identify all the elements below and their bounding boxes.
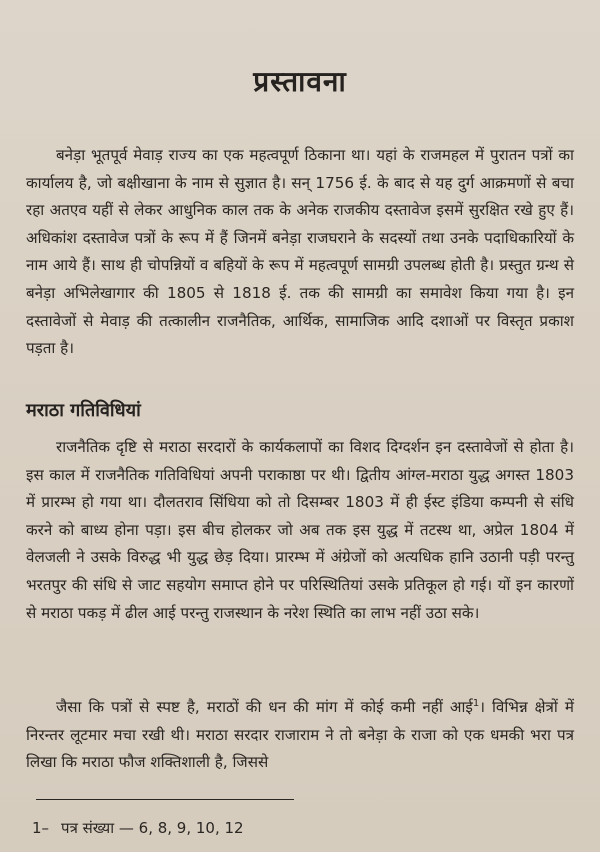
section-paragraph-1: राजनैतिक दृष्टि से मराठा सरदारों के कार्यकलापों का विशद दिग्दर्शन इन दस्तावेजों से होता है। इस काल में राजनैतिक गतिविधियां अपनी पराकाष्ठा पर थी। द्वितीय आंग्ल-मराठा युद्ध अगस्त 1803 में प्रारम्भ हो गया था। दौलतराव सिंधिया को तो दिसम्बर 1803 में ही ईस्ट इंडिया कम्पनी से संधि करने को बाध्य होना पड़ा। इस बीच होलकर जो अब तक इस युद्ध में तटस्थ था, अप्रेल 1804 में वेलजली ने उसके विरुद्ध भी युद्ध छेड़ दिया। प्रारम्भ में अंग्रेजों को अत्यधिक हानि उठानी पड़ी परन्तु भरतपुर की संधि से जाट सहयोग समाप्त होने पर परिस्थितियां उसके प्रतिकूल हो गई। यों इन कारणों से मराठा पकड़ में ढील आई परन्तु राजस्थान के नरेश स्थिति का लाभ नहीं उठा सके। (26, 438, 574, 622)
footnote (32, 818, 244, 838)
section-heading: मराठा गतिविधियां (26, 400, 141, 421)
section-paragraph-2-continued: । विभिन्न क्षेत्रों में निरन्तर लूटमार मचा रखी थी। मराठा सरदार राजाराम ने तो बनेड़ा के राजा को एक धमकी भरा पत्र लिखा कि मराठा फौज शक्तिशाली है, जिससे (26, 698, 574, 772)
page-title: प्रस्तावना (253, 65, 347, 98)
intro-paragraph: बनेड़ा भूतपूर्व मेवाड़ राज्य का एक महत्वपूर्ण ठिकाना था। यहां के राजमहल में पुरातन पत्रों का कार्यालय है, जो बक्षीखाना के नाम से सुज्ञात है। सन् 1756 ई. के बाद से यह दुर्ग आक्रमणों से बचा रहा अतएव यहीं से लेकर आधुनिक काल तक के अनेक राजकीय दस्तावेज इसमें सुरक्षित रखे हुए हैं। अधिकांश दस्तावेज पत्रों के रूप में हैं जिनमें बनेड़ा राजघराने के सदस्यों तथा उनके पदाधिकारियों के नाम आये हैं। साथ ही चोपन्नियों व बहियों के रूप में महत्वपूर्ण सामग्री उपलब्ध होती है। प्रस्तुत ग्रन्थ से बनेड़ा अभिलेखागार की 1805 से 1818 ई. तक की सामग्री का समावेश किया गया है। इन दस्तावेजों से मेवाड़ की तत्कालीन राजनैतिक, आर्थिक, सामाजिक आदि दशाओं पर विस्तृत प्रकाश पड़ता है। (26, 146, 574, 358)
footnote-text: पत्र संख्या — 6, 8, 9, 10, 12 (61, 819, 244, 837)
section-paragraph-2 (26, 690, 574, 777)
section-paragraph-2-text: जैसा कि पत्रों से स्पष्ट है, मराठों की धन की मांग में कोई कमी नहीं आई (56, 698, 473, 717)
footnote-divider (36, 799, 294, 800)
footnote-reference: 1 (472, 698, 480, 709)
footnote-marker: 1– (32, 819, 50, 837)
